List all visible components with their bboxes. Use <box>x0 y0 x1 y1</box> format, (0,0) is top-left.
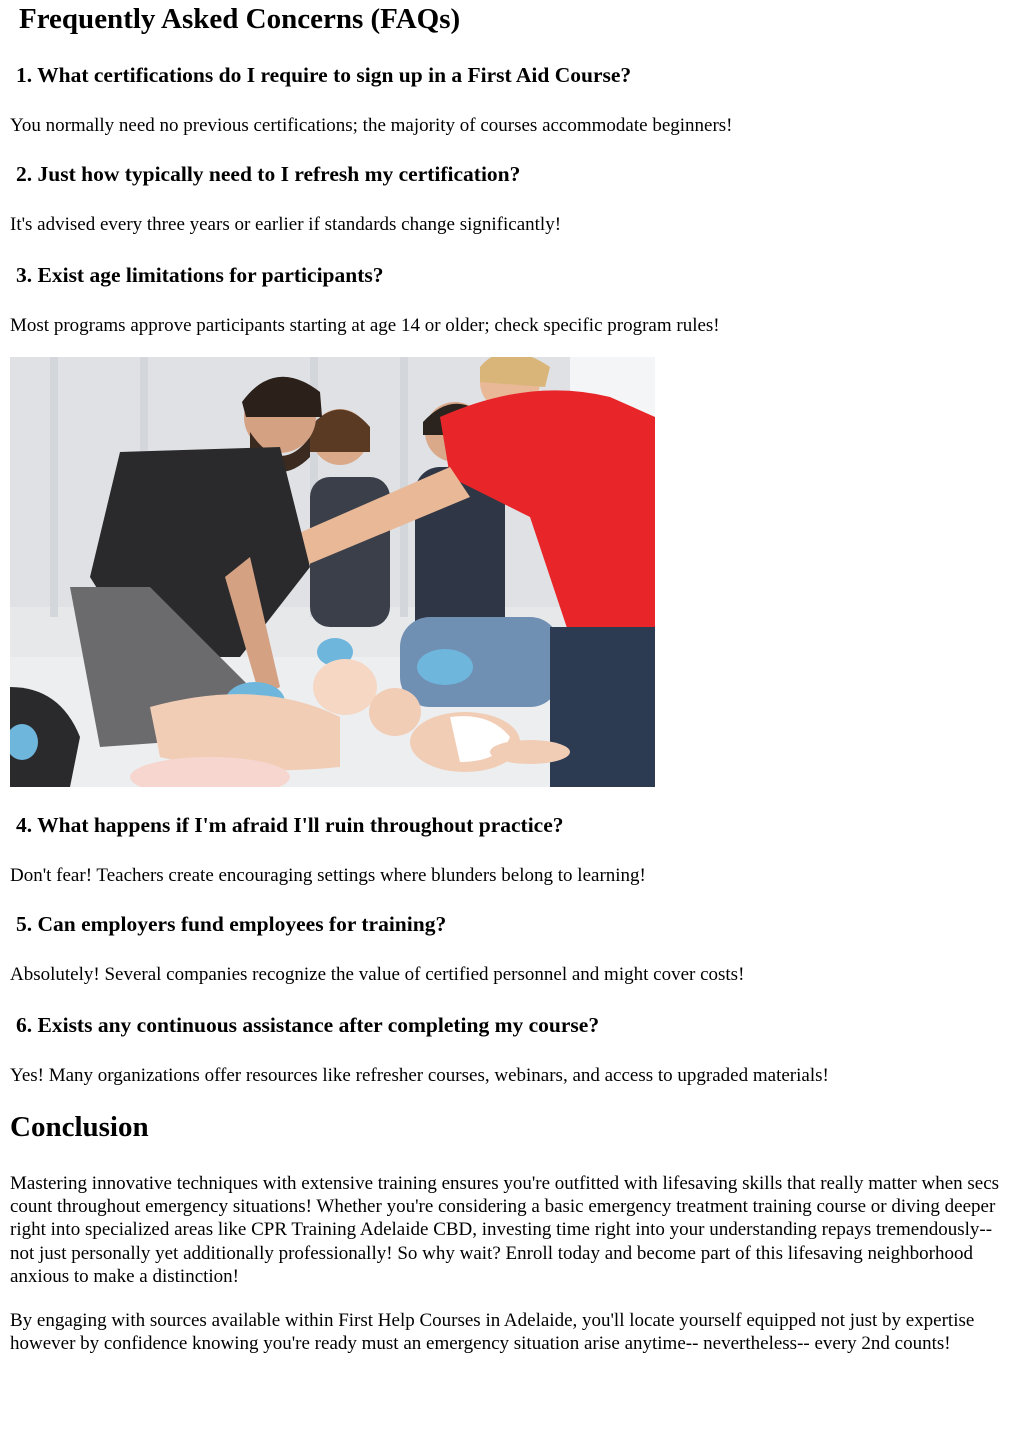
faq-question-1: 1. What certifications do I require to sign up in a First Aid Course? <box>16 63 632 87</box>
conclusion-paragraph-1: Mastering innovative techniques with extensive training ensures you're outfitted with lifesaving skills that really matter when secs count throughout emergency situations! Whether you're considering a basic emergency treatment training course or diving deeper right into specialized areas like CPR Training Adelaide CBD, investing time right into your understanding repays tremendously-- not just personally yet additionally professionally! So why wait? Enroll today and become part of this lifesaving neighborhood anxious to make a distinction! <box>10 1173 1000 1287</box>
faq-question-6: 6. Exists any continuous assistance after completing my course? <box>16 1013 600 1037</box>
faq-answer-1: You normally need no previous certifications; the majority of courses accommodate beginners! <box>10 115 733 136</box>
faq-answer-2: It's advised every three years or earlier if standards change significantly! <box>10 214 562 235</box>
conclusion-heading: Conclusion <box>10 1111 149 1143</box>
faq-answer-4: Don't fear! Teachers create encouraging settings where blunders belong to learning! <box>10 865 646 886</box>
faq-answer-6: Yes! Many organizations offer resources like refresher courses, webinars, and access to upgraded materials! <box>10 1065 829 1086</box>
faq-question-4: 4. What happens if I'm afraid I'll ruin throughout practice? <box>16 813 564 837</box>
faq-answer-5: Absolutely! Several companies recognize the value of certified personnel and might cover costs! <box>10 964 745 985</box>
faq-question-2: 2. Just how typically need to I refresh my certification? <box>16 162 521 186</box>
faq-question-3: 3. Exist age limitations for participants? <box>16 263 384 287</box>
cpr-training-photo <box>10 357 655 787</box>
conclusion-paragraph-2: By engaging with sources available within First Help Courses in Adelaide, you'll locate yourself equipped not just by expertise however by confidence knowing you're ready must an emergency situation arise anytime-- nevertheless-- every 2nd counts! <box>10 1310 975 1355</box>
faq-question-5: 5. Can employers fund employees for training? <box>16 912 447 936</box>
faq-answer-3: Most programs approve participants starting at age 14 or older; check specific program rules! <box>10 315 720 336</box>
cpr-training-illustration <box>10 357 655 787</box>
faq-heading: Frequently Asked Concerns (FAQs) <box>19 3 461 35</box>
